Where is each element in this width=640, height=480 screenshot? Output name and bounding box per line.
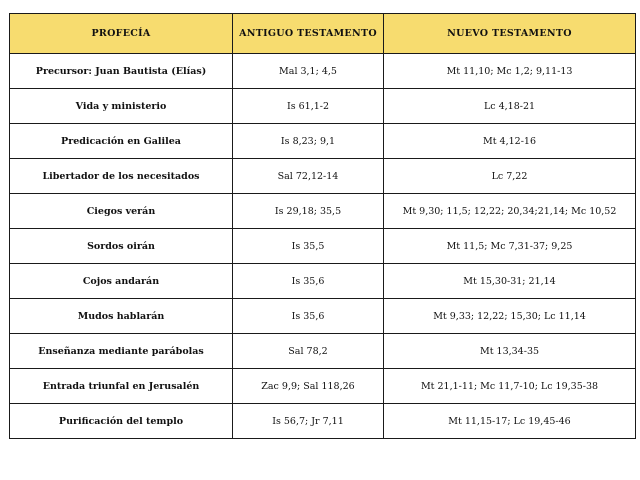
- table-row: [10, 159, 636, 194]
- header-new-testament: NUEVO TESTAMENTO: [384, 14, 636, 54]
- cell-new-testament: Mt 9,30; 11,5; 12,22; 20,34;21,14; Mc 10,52: [384, 194, 636, 229]
- cell-prophecy: Mudos hablarán: [10, 299, 233, 334]
- header-prophecy: PROFECÍA: [10, 14, 233, 54]
- cell-old-testament: Sal 72,12-14: [233, 159, 384, 194]
- cell-old-testament: Is 35,6: [233, 264, 384, 299]
- cell-old-testament: Mal 3,1; 4,5: [233, 54, 384, 89]
- header-row: [10, 14, 636, 54]
- table-row: [10, 229, 636, 264]
- cell-new-testament: Mt 13,34-35: [384, 334, 636, 369]
- cell-new-testament: Mt 15,30-31; 21,14: [384, 264, 636, 299]
- table-row: [10, 369, 636, 404]
- table-row: [10, 89, 636, 124]
- cell-old-testament: Zac 9,9; Sal 118,26: [233, 369, 384, 404]
- cell-new-testament: Mt 9,33; 12,22; 15,30; Lc 11,14: [384, 299, 636, 334]
- cell-prophecy: Predicación en Galilea: [10, 124, 233, 159]
- cell-prophecy: Vida y ministerio: [10, 89, 233, 124]
- cell-old-testament: Is 8,23; 9,1: [233, 124, 384, 159]
- cell-prophecy: Enseñanza mediante parábolas: [10, 334, 233, 369]
- table-row: [10, 54, 636, 89]
- cell-new-testament: Mt 11,5; Mc 7,31-37; 9,25: [384, 229, 636, 264]
- cell-old-testament: Is 35,5: [233, 229, 384, 264]
- cell-new-testament: Mt 4,12-16: [384, 124, 636, 159]
- cell-new-testament: Lc 7,22: [384, 159, 636, 194]
- cell-old-testament: Is 61,1-2: [233, 89, 384, 124]
- table-row: [10, 299, 636, 334]
- cell-new-testament: Mt 21,1-11; Mc 11,7-10; Lc 19,35-38: [384, 369, 636, 404]
- header-old-testament: ANTIGUO TESTAMENTO: [233, 14, 384, 54]
- cell-prophecy: Precursor: Juan Bautista (Elías): [10, 54, 233, 89]
- prophecy-table: [9, 13, 636, 439]
- table-row: [10, 194, 636, 229]
- table-row: [10, 404, 636, 439]
- cell-new-testament: Lc 4,18-21: [384, 89, 636, 124]
- cell-prophecy: Libertador de los necesitados: [10, 159, 233, 194]
- cell-old-testament: Is 35,6: [233, 299, 384, 334]
- cell-prophecy: Sordos oirán: [10, 229, 233, 264]
- table-row: [10, 124, 636, 159]
- cell-prophecy: Ciegos verán: [10, 194, 233, 229]
- cell-prophecy: Purificación del templo: [10, 404, 233, 439]
- cell-prophecy: Cojos andarán: [10, 264, 233, 299]
- cell-old-testament: Is 29,18; 35,5: [233, 194, 384, 229]
- cell-prophecy: Entrada triunfal en Jerusalén: [10, 369, 233, 404]
- cell-old-testament: Sal 78,2: [233, 334, 384, 369]
- cell-old-testament: Is 56,7; Jr 7,11: [233, 404, 384, 439]
- cell-new-testament: Mt 11,15-17; Lc 19,45-46: [384, 404, 636, 439]
- table-row: [10, 334, 636, 369]
- cell-new-testament: Mt 11,10; Mc 1,2; 9,11-13: [384, 54, 636, 89]
- table-row: [10, 264, 636, 299]
- table-body: [10, 54, 636, 439]
- table-header: [10, 14, 636, 54]
